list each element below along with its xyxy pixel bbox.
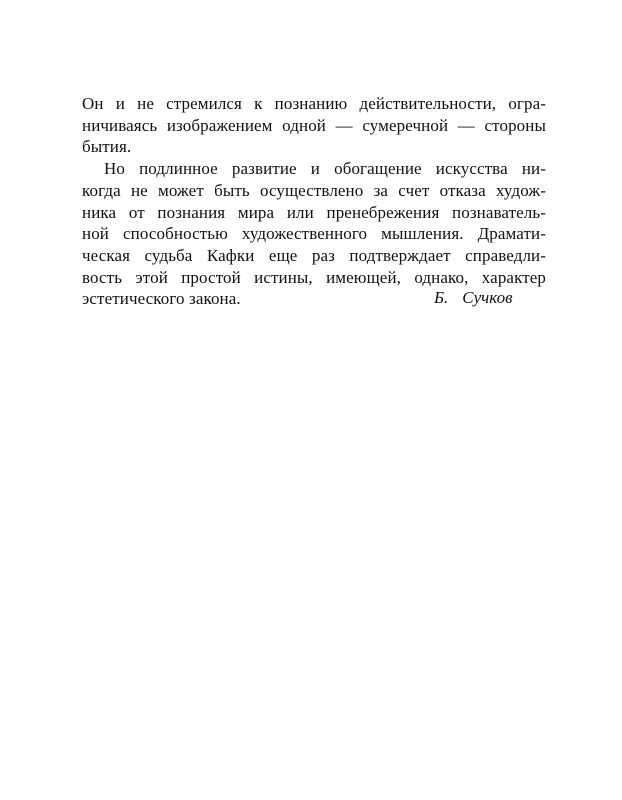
- text-line: Он и не стремился к познанию действительности, огра-: [82, 94, 546, 113]
- text-line: вость этой простой истины, имеющей, однако, характер: [82, 267, 546, 287]
- text-line: когда не может быть осуществлено за счет отказа худож-: [82, 180, 546, 200]
- paragraph-1: [82, 93, 546, 158]
- signature-initial: Б.: [434, 288, 449, 307]
- body-text: [82, 93, 546, 310]
- author-signature: [434, 288, 512, 308]
- text-line: ной способностью художественного мышления. Драмати-: [82, 224, 546, 244]
- text-line: ничиваясь изображением одной — сумеречной — стороны: [82, 115, 546, 135]
- text-line: бытия.: [82, 137, 132, 157]
- text-line: Но подлинное развитие и обогащение искусства ни-: [104, 159, 546, 179]
- text-line: ника от познания мира или пренебрежения познаватель-: [82, 202, 546, 222]
- text-line: эстетического закона.: [82, 289, 241, 309]
- signature-surname: Сучков: [462, 288, 513, 307]
- text-line: ческая судьба Кафки еще раз подтверждает справедли-: [82, 245, 546, 265]
